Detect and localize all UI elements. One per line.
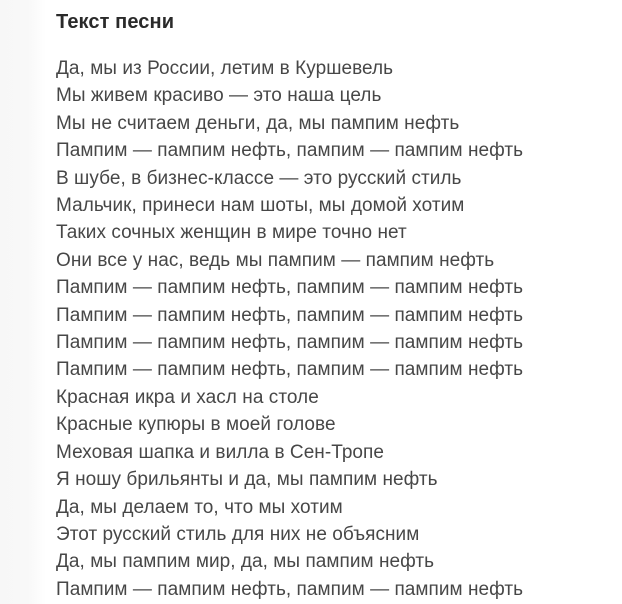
lyrics-section-title: Текст песни	[56, 11, 175, 33]
lyric-line: Пампим — пампим нефть, пампим — пампим нефть	[56, 140, 524, 162]
lyric-line: В шубе, в бизнес-классе — это русский стиль	[56, 167, 462, 189]
lyric-line: Таких сочных женщин в мире точно нет	[56, 222, 407, 244]
lyric-line: Они все у нас, ведь мы пампим — пампим нефть	[56, 249, 495, 271]
lyric-line: Пампим — пампим нефть, пампим — пампим нефть	[56, 304, 524, 326]
lyric-line: Красная икра и хасл на столе	[56, 386, 319, 408]
lyric-line: Мы не считаем деньги, да, мы пампим нефть	[56, 112, 460, 134]
lyric-line: Да, мы пампим мир, да, мы пампим нефть	[56, 551, 435, 573]
lyrics-text	[56, 55, 598, 603]
lyric-line: Этот русский стиль для них не объясним	[56, 523, 420, 545]
lyric-line: Мы живем красиво — это наша цель	[56, 85, 382, 107]
lyric-line: Пампим — пампим нефть, пампим — пампим нефть	[56, 578, 524, 600]
lyric-line: Меховая шапка и вилла в Сен-Тропе	[56, 441, 385, 463]
lyric-line: Да, мы делаем то, что мы хотим	[56, 496, 343, 518]
lyric-line: Красные купюры в моей голове	[56, 414, 336, 436]
lyric-line: Пампим — пампим нефть, пампим — пампим нефть	[56, 359, 524, 381]
lyric-line: Пампим — пампим нефть, пампим — пампим нефть	[56, 332, 524, 354]
lyric-line: Да, мы из России, летим в Куршевель	[56, 58, 394, 79]
lyric-line: Мальчик, принеси нам шоты, мы домой хотим	[56, 195, 465, 217]
lyric-line: Пампим — пампим нефть, пампим — пампим нефть	[56, 277, 524, 299]
lyric-line: Я ношу брильянты и да, мы пампим нефть	[56, 469, 438, 491]
